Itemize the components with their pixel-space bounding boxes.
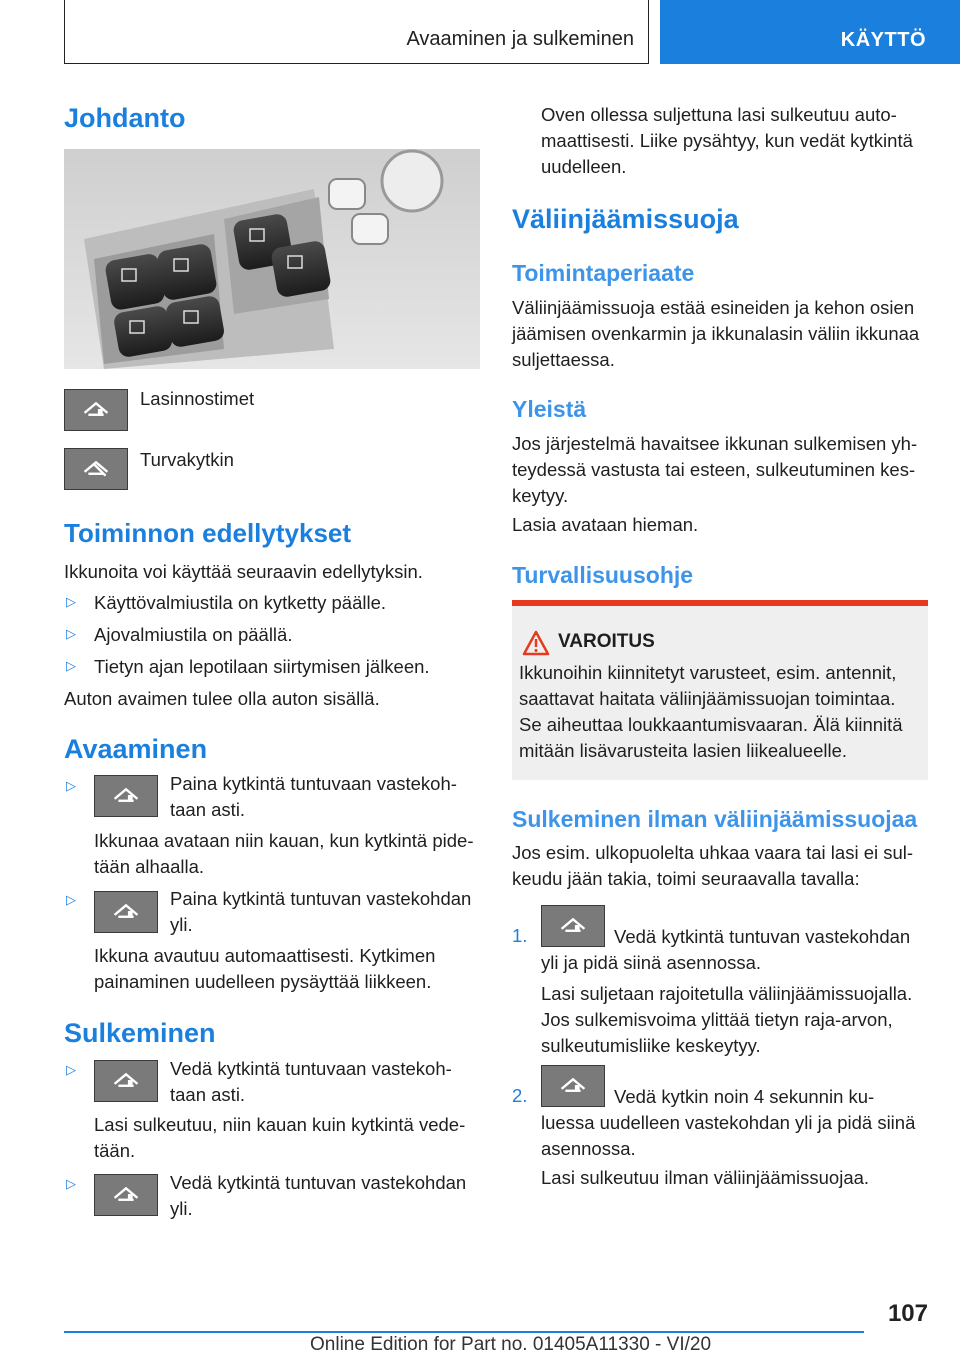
step1-line5: sulkeutumisliike keskeytyy.	[541, 1035, 761, 1056]
step2-line3: asennossa.	[541, 1138, 636, 1159]
bullet-icon: ▷	[66, 1176, 76, 1191]
bullet-icon: ▷	[66, 1062, 76, 1077]
window-lifter-icon	[94, 1060, 158, 1102]
open-step1-desc1: Ikkunaa avataan niin kauan, kun kytkintä pide-	[94, 830, 474, 851]
header-chapter-tab	[660, 0, 960, 64]
legend-label-window-lifter: Lasinnostimet	[140, 388, 255, 409]
step2-line2: luessa uudelleen vastekohdan yli ja pidä siinä	[541, 1112, 916, 1133]
warning-line2: saattavat haitata väliinjäämissuojan toimintaa.	[519, 688, 896, 709]
continued-line1: Oven ollessa suljettuna lasi sulkeutuu auto-	[541, 104, 897, 125]
without-line2: keudu jään takia, toimi seuraavalla tavalla:	[512, 868, 860, 889]
requirement-item: Ajovalmiustila on päällä.	[94, 624, 293, 645]
window-lifter-icon	[94, 775, 158, 817]
window-lifter-icon	[94, 891, 158, 933]
footer-divider	[64, 1331, 864, 1333]
close-step1-line1: Vedä kytkintä tuntuvaan vastekoh-	[170, 1058, 452, 1079]
warning-title: VAROITUS	[558, 631, 655, 652]
step2-line1: Vedä kytkin noin 4 sekunnin ku-	[614, 1086, 875, 1107]
bullet-icon: ▷	[66, 892, 76, 907]
window-switch-photo	[64, 149, 480, 369]
header-chapter-title: KÄYTTÖ	[840, 29, 926, 51]
open-step1-desc2: tään alhaalla.	[94, 856, 205, 877]
requirement-item: Tietyn ajan lepotilaan siirtymisen jälkeen.	[94, 656, 430, 677]
close-step2-line1: Vedä kytkintä tuntuvan vastekohdan	[170, 1172, 467, 1193]
principle-line3: suljettaessa.	[512, 349, 615, 370]
warning-line1: Ikkunoihin kiinnitetyt varusteet, esim. antennit,	[519, 662, 897, 683]
general-line2: teydessä vastusta tai esteen, sulkeutuminen kes-	[512, 459, 916, 480]
open-step1-line2: taan asti.	[170, 799, 246, 820]
step1-line2: yli ja pidä siinä asennossa.	[541, 952, 762, 973]
general-line3: keytyy.	[512, 485, 569, 506]
page-number: 107	[887, 1300, 928, 1327]
heading-closing-without-protection: Sulkeminen ilman väliinjäämissuojaa	[512, 806, 918, 832]
heading-general: Yleistä	[512, 396, 587, 422]
bullet-icon: ▷	[66, 626, 76, 641]
continued-line3: uudelleen.	[541, 156, 627, 177]
warning-line4: mitään lisävarusteita lasien liikealueelle.	[519, 740, 848, 761]
heading-intro: Johdanto	[64, 103, 186, 133]
general-line4: Lasia avataan hieman.	[512, 514, 699, 535]
requirements-intro: Ikkunoita voi käyttää seuraavin edellytyksin.	[64, 561, 423, 582]
close-step1-line2: taan asti.	[170, 1084, 246, 1105]
close-step1-desc2: tään.	[94, 1140, 136, 1161]
window-switch-illustration	[64, 149, 480, 369]
principle-line2: jäämisen ovenkarmin ja ikkunalasin väliin ikkunaa	[512, 323, 920, 344]
bullet-icon: ▷	[66, 658, 76, 673]
window-lifter-icon	[541, 1065, 605, 1107]
bullet-icon: ▷	[66, 594, 76, 609]
step-number: 1.	[512, 925, 528, 946]
step2-line4: Lasi sulkeutuu ilman väliinjäämissuojaa.	[541, 1167, 870, 1188]
step1-line3: Lasi suljetaan rajoitetulla väliinjäämissuojalla.	[541, 983, 913, 1004]
window-lifter-icon	[94, 1174, 158, 1216]
heading-principle: Toimintaperiaate	[512, 260, 695, 286]
warning-triangle-icon	[522, 630, 550, 656]
requirement-item: Käyttövalmiustila on kytketty päälle.	[94, 592, 387, 613]
step1-line1: Vedä kytkintä tuntuvan vastekohdan	[614, 926, 911, 947]
open-step2-line1: Paina kytkintä tuntuvan vastekohdan	[170, 888, 472, 909]
window-lifter-icon	[541, 905, 605, 947]
close-step1-desc1: Lasi sulkeutuu, niin kauan kuin kytkintä vede-	[94, 1114, 466, 1135]
general-line1: Jos järjestelmä havaitsee ikkunan sulkemisen yh-	[512, 433, 918, 454]
bullet-icon: ▷	[66, 778, 76, 793]
warning-box	[512, 600, 928, 780]
close-step2-line2: yli.	[170, 1198, 193, 1219]
safety-switch-icon	[64, 448, 128, 490]
requirements-note: Auton avaimen tulee olla auton sisällä.	[64, 688, 380, 709]
open-step1-line1: Paina kytkintä tuntuvaan vastekoh-	[170, 773, 457, 794]
header-section-box	[64, 0, 649, 64]
heading-pinch-protection: Väliinjäämissuoja	[512, 204, 739, 234]
continued-line2: maattisesti. Liike pysähtyy, kun vedät kytkintä	[541, 130, 913, 151]
heading-safety: Turvallisuusohje	[512, 562, 694, 588]
warning-line3: Se aiheuttaa loukkaantumisvaaran. Älä kiinnitä	[519, 714, 903, 735]
heading-requirements: Toiminnon edellytykset	[64, 518, 352, 548]
step1-line4: Jos sulkemisvoima ylittää tietyn raja-arvon,	[541, 1009, 893, 1030]
heading-opening: Avaaminen	[64, 734, 208, 764]
step-number: 2.	[512, 1085, 528, 1106]
footer-edition: Online Edition for Part no. 01405A11330 - VI/20	[310, 1334, 712, 1355]
open-step2-desc2: painaminen uudelleen pysäyttää liikkeen.	[94, 971, 432, 992]
without-line1: Jos esim. ulkopuolelta uhkaa vaara tai lasi ei sul-	[512, 842, 914, 863]
header-section-title: Avaaminen ja sulkeminen	[406, 28, 634, 50]
window-lifter-icon	[64, 389, 128, 431]
principle-line1: Väliinjäämissuoja estää esineiden ja kehon osien	[512, 297, 915, 318]
open-step2-line2: yli.	[170, 914, 193, 935]
heading-closing: Sulkeminen	[64, 1018, 216, 1048]
open-step2-desc1: Ikkuna avautuu automaattisesti. Kytkimen	[94, 945, 436, 966]
legend-label-safety-switch: Turvakytkin	[140, 449, 234, 470]
